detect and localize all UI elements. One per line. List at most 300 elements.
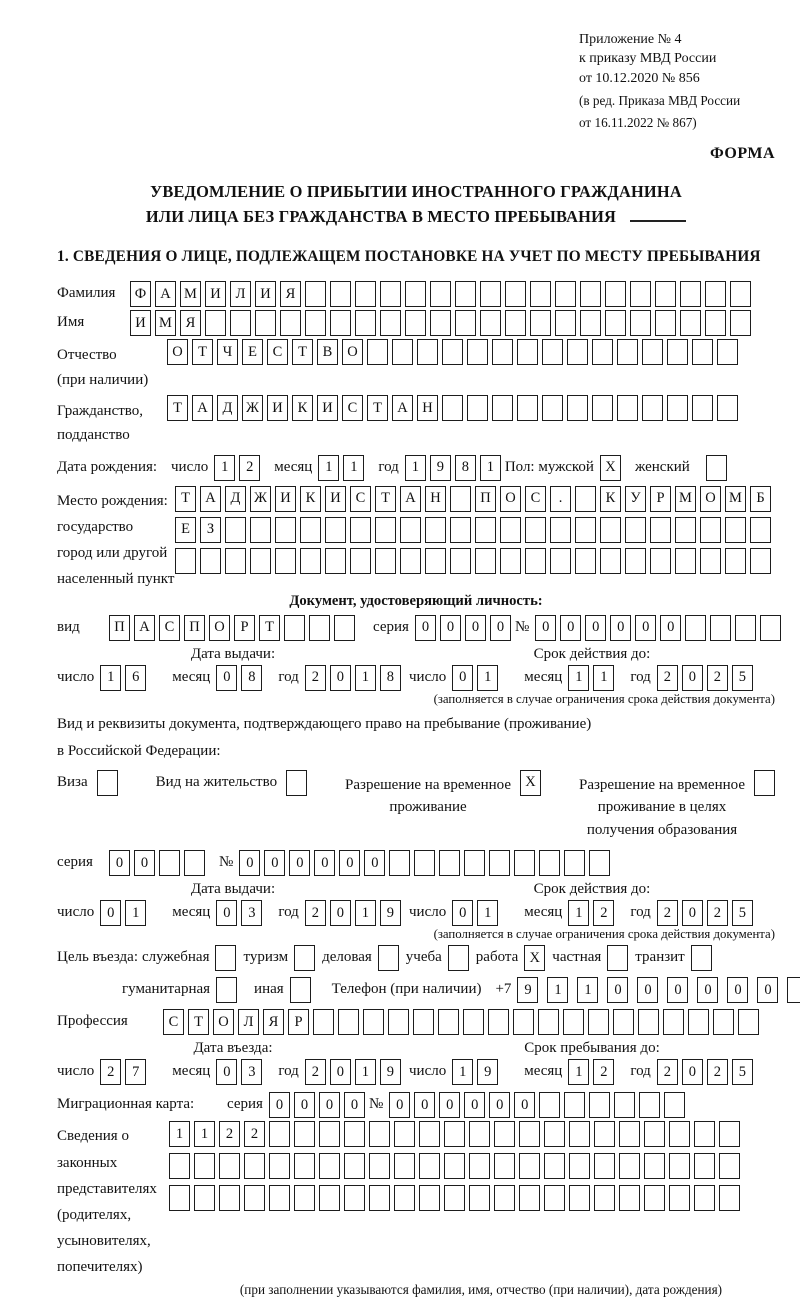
char-cell[interactable]: 1 xyxy=(405,455,426,481)
char-cell[interactable] xyxy=(269,1153,290,1179)
char-cell[interactable] xyxy=(480,281,501,307)
purpose-study-checkbox[interactable] xyxy=(448,945,469,971)
char-cell[interactable]: И xyxy=(267,395,288,421)
char-cell[interactable] xyxy=(363,1009,384,1035)
char-cell[interactable] xyxy=(705,281,726,307)
char-cell[interactable] xyxy=(619,1153,640,1179)
char-cell[interactable] xyxy=(542,395,563,421)
char-cell[interactable] xyxy=(463,1009,484,1035)
char-cell[interactable]: М xyxy=(155,310,176,336)
char-cell[interactable] xyxy=(625,517,646,543)
char-cell[interactable] xyxy=(344,1121,365,1147)
char-cell[interactable] xyxy=(494,1121,515,1147)
residence-permit-checkbox[interactable] xyxy=(286,770,307,796)
char-cell[interactable]: 1 xyxy=(568,900,589,926)
char-cell[interactable]: И xyxy=(205,281,226,307)
char-cell[interactable] xyxy=(539,1092,560,1118)
edu-residence-permit-checkbox[interactable] xyxy=(754,770,775,796)
char-cell[interactable] xyxy=(619,1121,640,1147)
char-cell[interactable]: А xyxy=(392,395,413,421)
char-cell[interactable] xyxy=(255,310,276,336)
char-cell[interactable] xyxy=(464,850,485,876)
purpose-tourism-checkbox[interactable] xyxy=(294,945,315,971)
purpose-other-checkbox[interactable] xyxy=(290,977,311,1003)
char-cell[interactable] xyxy=(330,281,351,307)
char-cell[interactable]: 2 xyxy=(593,900,614,926)
char-cell[interactable] xyxy=(717,339,738,365)
char-cell[interactable]: 1 xyxy=(355,665,376,691)
char-cell[interactable]: Р xyxy=(234,615,255,641)
char-cell[interactable] xyxy=(500,517,521,543)
char-cell[interactable] xyxy=(760,615,781,641)
char-cell[interactable]: 1 xyxy=(480,455,501,481)
char-cell[interactable]: 1 xyxy=(100,665,121,691)
char-cell[interactable]: 2 xyxy=(657,665,678,691)
char-cell[interactable]: Т xyxy=(167,395,188,421)
char-cell[interactable]: Т xyxy=(259,615,280,641)
char-cell[interactable]: 0 xyxy=(682,1059,703,1085)
char-cell[interactable]: Ж xyxy=(242,395,263,421)
char-cell[interactable] xyxy=(369,1185,390,1211)
char-cell[interactable]: 8 xyxy=(455,455,476,481)
char-cell[interactable]: 0 xyxy=(682,665,703,691)
char-cell[interactable]: 1 xyxy=(477,665,498,691)
char-cell[interactable] xyxy=(580,310,601,336)
char-cell[interactable] xyxy=(700,517,721,543)
char-cell[interactable] xyxy=(614,1092,635,1118)
char-cell[interactable] xyxy=(630,310,651,336)
char-cell[interactable] xyxy=(419,1121,440,1147)
char-cell[interactable]: 2 xyxy=(707,665,728,691)
char-cell[interactable]: 5 xyxy=(732,1059,753,1085)
char-cell[interactable] xyxy=(475,548,496,574)
char-cell[interactable]: 0 xyxy=(489,1092,510,1118)
char-cell[interactable]: С xyxy=(350,486,371,512)
char-cell[interactable] xyxy=(505,310,526,336)
char-cell[interactable]: 0 xyxy=(535,615,556,641)
char-cell[interactable]: 0 xyxy=(697,977,718,1003)
char-cell[interactable]: 0 xyxy=(216,900,237,926)
char-cell[interactable] xyxy=(494,1153,515,1179)
char-cell[interactable] xyxy=(519,1185,540,1211)
char-cell[interactable]: 0 xyxy=(727,977,748,1003)
char-cell[interactable] xyxy=(369,1153,390,1179)
char-cell[interactable] xyxy=(619,1185,640,1211)
char-cell[interactable] xyxy=(787,977,800,1003)
char-cell[interactable] xyxy=(444,1185,465,1211)
char-cell[interactable] xyxy=(430,281,451,307)
char-cell[interactable]: 0 xyxy=(585,615,606,641)
sex-female-checkbox[interactable] xyxy=(706,455,727,481)
char-cell[interactable] xyxy=(275,548,296,574)
char-cell[interactable]: 1 xyxy=(169,1121,190,1147)
char-cell[interactable]: А xyxy=(192,395,213,421)
char-cell[interactable] xyxy=(369,1121,390,1147)
char-cell[interactable]: 0 xyxy=(330,665,351,691)
char-cell[interactable]: О xyxy=(213,1009,234,1035)
char-cell[interactable] xyxy=(567,395,588,421)
char-cell[interactable] xyxy=(330,310,351,336)
char-cell[interactable] xyxy=(575,486,596,512)
char-cell[interactable]: 2 xyxy=(305,665,326,691)
char-cell[interactable] xyxy=(505,281,526,307)
char-cell[interactable]: 0 xyxy=(264,850,285,876)
char-cell[interactable] xyxy=(669,1185,690,1211)
char-cell[interactable]: . xyxy=(550,486,571,512)
char-cell[interactable] xyxy=(480,310,501,336)
char-cell[interactable] xyxy=(669,1121,690,1147)
char-cell[interactable]: П xyxy=(184,615,205,641)
char-cell[interactable] xyxy=(375,548,396,574)
char-cell[interactable] xyxy=(750,548,771,574)
char-cell[interactable] xyxy=(680,281,701,307)
char-cell[interactable] xyxy=(567,339,588,365)
char-cell[interactable] xyxy=(319,1121,340,1147)
char-cell[interactable] xyxy=(319,1185,340,1211)
char-cell[interactable] xyxy=(655,310,676,336)
char-cell[interactable]: 0 xyxy=(610,615,631,641)
char-cell[interactable]: 0 xyxy=(330,1059,351,1085)
char-cell[interactable] xyxy=(394,1153,415,1179)
char-cell[interactable]: 2 xyxy=(100,1059,121,1085)
char-cell[interactable]: 1 xyxy=(355,1059,376,1085)
char-cell[interactable] xyxy=(542,339,563,365)
char-cell[interactable]: 0 xyxy=(607,977,628,1003)
char-cell[interactable] xyxy=(530,281,551,307)
char-cell[interactable] xyxy=(735,615,756,641)
char-cell[interactable] xyxy=(444,1121,465,1147)
char-cell[interactable] xyxy=(644,1121,665,1147)
sex-male-checkbox[interactable]: X xyxy=(600,455,621,481)
char-cell[interactable] xyxy=(488,1009,509,1035)
char-cell[interactable]: О xyxy=(167,339,188,365)
char-cell[interactable] xyxy=(514,850,535,876)
char-cell[interactable] xyxy=(700,548,721,574)
char-cell[interactable]: 0 xyxy=(100,900,121,926)
char-cell[interactable] xyxy=(444,1153,465,1179)
char-cell[interactable]: 2 xyxy=(305,900,326,926)
char-cell[interactable] xyxy=(438,1009,459,1035)
char-cell[interactable] xyxy=(175,548,196,574)
char-cell[interactable] xyxy=(244,1153,265,1179)
char-cell[interactable]: 0 xyxy=(439,1092,460,1118)
char-cell[interactable]: У xyxy=(625,486,646,512)
char-cell[interactable] xyxy=(669,1153,690,1179)
char-cell[interactable]: 0 xyxy=(660,615,681,641)
char-cell[interactable]: 1 xyxy=(593,665,614,691)
char-cell[interactable]: И xyxy=(325,486,346,512)
char-cell[interactable]: 9 xyxy=(430,455,451,481)
char-cell[interactable] xyxy=(730,281,751,307)
char-cell[interactable] xyxy=(169,1185,190,1211)
char-cell[interactable] xyxy=(380,281,401,307)
char-cell[interactable]: 3 xyxy=(241,1059,262,1085)
char-cell[interactable] xyxy=(388,1009,409,1035)
char-cell[interactable] xyxy=(725,517,746,543)
char-cell[interactable] xyxy=(564,850,585,876)
char-cell[interactable]: М xyxy=(180,281,201,307)
char-cell[interactable] xyxy=(194,1185,215,1211)
char-cell[interactable] xyxy=(300,548,321,574)
char-cell[interactable]: М xyxy=(675,486,696,512)
char-cell[interactable] xyxy=(367,339,388,365)
char-cell[interactable]: 0 xyxy=(637,977,658,1003)
char-cell[interactable]: 1 xyxy=(194,1121,215,1147)
char-cell[interactable] xyxy=(667,339,688,365)
char-cell[interactable] xyxy=(159,850,180,876)
char-cell[interactable] xyxy=(642,395,663,421)
char-cell[interactable] xyxy=(719,1153,740,1179)
char-cell[interactable] xyxy=(455,310,476,336)
char-cell[interactable]: 0 xyxy=(289,850,310,876)
char-cell[interactable] xyxy=(519,1121,540,1147)
char-cell[interactable] xyxy=(200,548,221,574)
char-cell[interactable] xyxy=(394,1121,415,1147)
char-cell[interactable] xyxy=(569,1121,590,1147)
char-cell[interactable] xyxy=(344,1185,365,1211)
char-cell[interactable]: 0 xyxy=(109,850,130,876)
char-cell[interactable]: 1 xyxy=(568,665,589,691)
char-cell[interactable]: 0 xyxy=(757,977,778,1003)
char-cell[interactable] xyxy=(280,310,301,336)
char-cell[interactable] xyxy=(550,548,571,574)
char-cell[interactable]: 5 xyxy=(732,665,753,691)
char-cell[interactable]: 1 xyxy=(214,455,235,481)
char-cell[interactable]: 1 xyxy=(125,900,146,926)
char-cell[interactable] xyxy=(617,395,638,421)
char-cell[interactable] xyxy=(184,850,205,876)
char-cell[interactable]: 6 xyxy=(125,665,146,691)
char-cell[interactable]: 0 xyxy=(635,615,656,641)
char-cell[interactable]: 2 xyxy=(244,1121,265,1147)
char-cell[interactable]: 2 xyxy=(219,1121,240,1147)
temp-residence-permit-checkbox[interactable]: X xyxy=(520,770,541,796)
char-cell[interactable] xyxy=(600,517,621,543)
char-cell[interactable]: И xyxy=(130,310,151,336)
char-cell[interactable] xyxy=(642,339,663,365)
char-cell[interactable]: М xyxy=(725,486,746,512)
char-cell[interactable] xyxy=(563,1009,584,1035)
char-cell[interactable] xyxy=(469,1185,490,1211)
char-cell[interactable] xyxy=(544,1121,565,1147)
char-cell[interactable]: 8 xyxy=(241,665,262,691)
char-cell[interactable]: 5 xyxy=(732,900,753,926)
purpose-private-checkbox[interactable] xyxy=(607,945,628,971)
char-cell[interactable] xyxy=(338,1009,359,1035)
char-cell[interactable] xyxy=(575,517,596,543)
char-cell[interactable]: З xyxy=(200,517,221,543)
char-cell[interactable] xyxy=(219,1153,240,1179)
char-cell[interactable] xyxy=(225,517,246,543)
char-cell[interactable]: 3 xyxy=(241,900,262,926)
char-cell[interactable] xyxy=(467,395,488,421)
char-cell[interactable]: 9 xyxy=(380,900,401,926)
char-cell[interactable]: 0 xyxy=(389,1092,410,1118)
char-cell[interactable] xyxy=(492,339,513,365)
char-cell[interactable] xyxy=(450,486,471,512)
char-cell[interactable]: К xyxy=(600,486,621,512)
char-cell[interactable] xyxy=(405,281,426,307)
char-cell[interactable] xyxy=(400,548,421,574)
char-cell[interactable] xyxy=(269,1121,290,1147)
char-cell[interactable] xyxy=(525,548,546,574)
char-cell[interactable] xyxy=(605,310,626,336)
char-cell[interactable] xyxy=(555,281,576,307)
char-cell[interactable] xyxy=(539,850,560,876)
char-cell[interactable]: 0 xyxy=(216,1059,237,1085)
char-cell[interactable] xyxy=(680,310,701,336)
char-cell[interactable]: 0 xyxy=(560,615,581,641)
char-cell[interactable]: 0 xyxy=(364,850,385,876)
char-cell[interactable] xyxy=(375,517,396,543)
char-cell[interactable]: 2 xyxy=(239,455,260,481)
char-cell[interactable] xyxy=(692,339,713,365)
char-cell[interactable]: И xyxy=(255,281,276,307)
char-cell[interactable] xyxy=(313,1009,334,1035)
char-cell[interactable]: Л xyxy=(238,1009,259,1035)
char-cell[interactable] xyxy=(300,517,321,543)
char-cell[interactable] xyxy=(205,310,226,336)
char-cell[interactable] xyxy=(425,517,446,543)
char-cell[interactable]: 0 xyxy=(464,1092,485,1118)
char-cell[interactable]: Р xyxy=(650,486,671,512)
char-cell[interactable] xyxy=(719,1185,740,1211)
char-cell[interactable] xyxy=(517,339,538,365)
char-cell[interactable] xyxy=(230,310,251,336)
char-cell[interactable] xyxy=(169,1153,190,1179)
char-cell[interactable]: Е xyxy=(242,339,263,365)
char-cell[interactable]: Т xyxy=(188,1009,209,1035)
char-cell[interactable] xyxy=(644,1153,665,1179)
char-cell[interactable] xyxy=(685,615,706,641)
char-cell[interactable]: И xyxy=(275,486,296,512)
char-cell[interactable]: К xyxy=(300,486,321,512)
char-cell[interactable]: О xyxy=(209,615,230,641)
char-cell[interactable] xyxy=(500,548,521,574)
char-cell[interactable]: 9 xyxy=(517,977,538,1003)
char-cell[interactable] xyxy=(325,517,346,543)
char-cell[interactable]: 0 xyxy=(667,977,688,1003)
char-cell[interactable] xyxy=(569,1185,590,1211)
char-cell[interactable] xyxy=(294,1121,315,1147)
char-cell[interactable]: И xyxy=(317,395,338,421)
char-cell[interactable] xyxy=(355,310,376,336)
char-cell[interactable] xyxy=(450,517,471,543)
purpose-transit-checkbox[interactable] xyxy=(691,945,712,971)
char-cell[interactable] xyxy=(544,1153,565,1179)
char-cell[interactable] xyxy=(392,339,413,365)
char-cell[interactable] xyxy=(394,1185,415,1211)
char-cell[interactable]: 2 xyxy=(657,1059,678,1085)
char-cell[interactable] xyxy=(350,517,371,543)
char-cell[interactable] xyxy=(710,615,731,641)
char-cell[interactable] xyxy=(284,615,305,641)
char-cell[interactable] xyxy=(400,517,421,543)
char-cell[interactable] xyxy=(419,1185,440,1211)
char-cell[interactable] xyxy=(675,517,696,543)
char-cell[interactable] xyxy=(592,395,613,421)
char-cell[interactable]: Е xyxy=(175,517,196,543)
char-cell[interactable]: 1 xyxy=(452,1059,473,1085)
char-cell[interactable]: К xyxy=(292,395,313,421)
char-cell[interactable] xyxy=(605,281,626,307)
char-cell[interactable]: 7 xyxy=(125,1059,146,1085)
char-cell[interactable]: Т xyxy=(367,395,388,421)
char-cell[interactable]: Т xyxy=(375,486,396,512)
char-cell[interactable]: 0 xyxy=(294,1092,315,1118)
char-cell[interactable] xyxy=(344,1153,365,1179)
char-cell[interactable]: 1 xyxy=(547,977,568,1003)
purpose-work-checkbox[interactable]: X xyxy=(524,945,545,971)
char-cell[interactable] xyxy=(694,1153,715,1179)
char-cell[interactable] xyxy=(517,395,538,421)
char-cell[interactable] xyxy=(730,310,751,336)
char-cell[interactable]: 0 xyxy=(415,615,436,641)
char-cell[interactable]: О xyxy=(700,486,721,512)
char-cell[interactable]: 0 xyxy=(514,1092,535,1118)
char-cell[interactable] xyxy=(575,548,596,574)
char-cell[interactable] xyxy=(538,1009,559,1035)
char-cell[interactable]: Ч xyxy=(217,339,238,365)
char-cell[interactable] xyxy=(594,1121,615,1147)
char-cell[interactable] xyxy=(705,310,726,336)
char-cell[interactable]: 0 xyxy=(452,900,473,926)
visa-checkbox[interactable] xyxy=(97,770,118,796)
char-cell[interactable]: Д xyxy=(217,395,238,421)
char-cell[interactable] xyxy=(550,517,571,543)
char-cell[interactable]: Н xyxy=(425,486,446,512)
char-cell[interactable]: С xyxy=(267,339,288,365)
char-cell[interactable]: Д xyxy=(225,486,246,512)
char-cell[interactable] xyxy=(580,281,601,307)
char-cell[interactable]: 0 xyxy=(339,850,360,876)
char-cell[interactable] xyxy=(244,1185,265,1211)
char-cell[interactable]: О xyxy=(342,339,363,365)
char-cell[interactable] xyxy=(600,548,621,574)
char-cell[interactable] xyxy=(644,1185,665,1211)
char-cell[interactable] xyxy=(419,1153,440,1179)
char-cell[interactable] xyxy=(305,281,326,307)
char-cell[interactable]: А xyxy=(155,281,176,307)
char-cell[interactable] xyxy=(692,395,713,421)
char-cell[interactable] xyxy=(275,517,296,543)
char-cell[interactable] xyxy=(630,281,651,307)
char-cell[interactable] xyxy=(594,1153,615,1179)
char-cell[interactable] xyxy=(319,1153,340,1179)
char-cell[interactable]: 0 xyxy=(239,850,260,876)
char-cell[interactable] xyxy=(525,517,546,543)
char-cell[interactable] xyxy=(589,1092,610,1118)
char-cell[interactable]: Р xyxy=(288,1009,309,1035)
char-cell[interactable]: 1 xyxy=(318,455,339,481)
char-cell[interactable]: 2 xyxy=(305,1059,326,1085)
char-cell[interactable] xyxy=(469,1121,490,1147)
char-cell[interactable]: 0 xyxy=(344,1092,365,1118)
char-cell[interactable] xyxy=(380,310,401,336)
char-cell[interactable]: В xyxy=(317,339,338,365)
char-cell[interactable] xyxy=(639,1092,660,1118)
char-cell[interactable] xyxy=(219,1185,240,1211)
char-cell[interactable] xyxy=(325,548,346,574)
purpose-commercial-checkbox[interactable] xyxy=(378,945,399,971)
char-cell[interactable]: Б xyxy=(750,486,771,512)
char-cell[interactable] xyxy=(294,1153,315,1179)
char-cell[interactable] xyxy=(469,1153,490,1179)
char-cell[interactable]: 0 xyxy=(330,900,351,926)
char-cell[interactable] xyxy=(613,1009,634,1035)
char-cell[interactable] xyxy=(513,1009,534,1035)
char-cell[interactable] xyxy=(430,310,451,336)
